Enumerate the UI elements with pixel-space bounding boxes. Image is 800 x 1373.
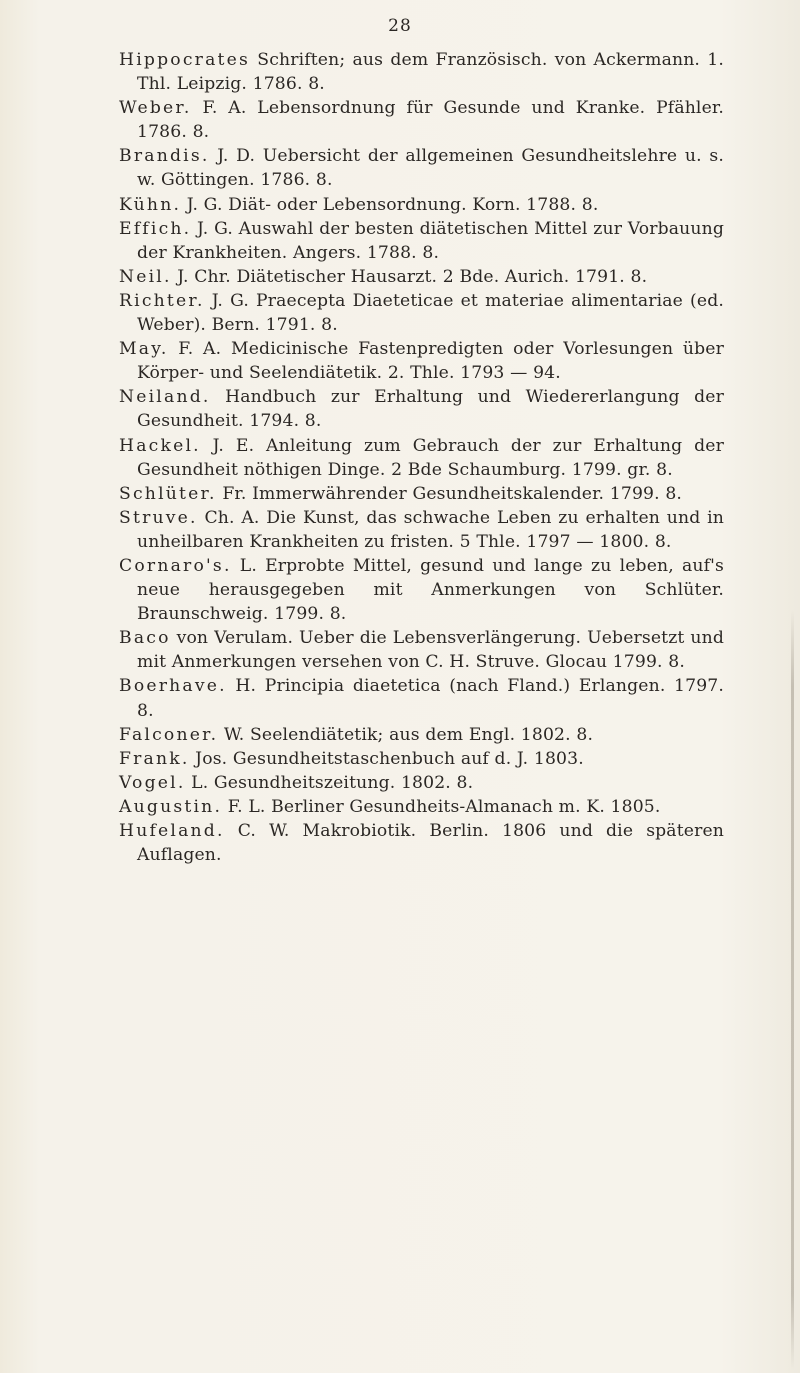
bibliography-entry bbox=[119, 771, 724, 795]
bibliography-entry bbox=[119, 144, 724, 192]
entry-text: J. D. Uebersicht der allgemeinen Gesundheitslehre u. s. w. Göttingen. 1786. 8. bbox=[137, 146, 724, 191]
bibliography-entry bbox=[119, 434, 724, 482]
entry-text: C. W. Makrobiotik. Berlin. 1806 und die späteren Auflagen. bbox=[137, 821, 724, 866]
entry-text: Fr. Immerwährender Gesundheitskalender. 1799. 8. bbox=[216, 483, 683, 504]
entry-text: J. E. Anleitung zum Gebrauch der zur Erhaltung der Gesundheit nöthigen Dinge. 2 Bde Schaumburg. 1799. gr. 8. bbox=[137, 435, 724, 480]
entry-text: F. L. Berliner Gesundheits-Almanach m. K. 1805. bbox=[222, 796, 661, 817]
entry-author: Hackel. bbox=[119, 435, 201, 456]
bibliography-entry bbox=[119, 217, 724, 265]
entry-text: H. Principia diaetetica (nach Fland.) Erlangen. 1797. 8. bbox=[137, 676, 724, 721]
entry-author: Cornaro's. bbox=[119, 555, 232, 576]
bibliography-entry bbox=[119, 289, 724, 337]
entry-text: Ch. A. Die Kunst, das schwache Leben zu erhalten und in unheilbaren Krankheiten zu fristen. 5 Thle. 1797 — 1800. 8. bbox=[137, 507, 724, 552]
entry-author: Augustin. bbox=[119, 796, 223, 817]
entry-text: F. A. Medicinische Fastenpredigten oder Vorlesungen über Körper- und Seelendiätetik. 2. Thle. 1793 — 94. bbox=[137, 339, 724, 384]
bibliography-entry bbox=[119, 48, 724, 96]
bibliography-entry bbox=[119, 506, 724, 554]
bibliography-list bbox=[119, 48, 724, 867]
bibliography-entry bbox=[119, 819, 724, 867]
entry-text: Handbuch zur Erhaltung und Wiedererlangung der Gesundheit. 1794. 8. bbox=[137, 387, 724, 432]
entry-author: Effich. bbox=[119, 218, 192, 239]
entry-text: J. Chr. Diätetischer Hausarzt. 2 Bde. Aurich. 1791. 8. bbox=[171, 266, 648, 287]
bibliography-entry bbox=[119, 385, 724, 433]
bibliography-entry bbox=[119, 747, 724, 771]
entry-text: Schriften; aus dem Französisch. von Ackermann. 1. Thl. Leipzig. 1786. 8. bbox=[137, 50, 724, 95]
entry-author: Falconer. bbox=[119, 724, 219, 745]
entry-author: Richter. bbox=[119, 290, 205, 311]
entry-text: F. A. Lebensordnung für Gesunde und Kranke. Pfähler. 1786. 8. bbox=[137, 98, 724, 143]
entry-author: Vogel. bbox=[119, 772, 186, 793]
bibliography-entry bbox=[119, 337, 724, 385]
bibliography-entry bbox=[119, 265, 724, 289]
entry-text: W. Seelendiätetik; aus dem Engl. 1802. 8. bbox=[218, 724, 594, 745]
page-number: 28 bbox=[388, 16, 412, 36]
entry-text: J. G. Auswahl der besten diätetischen Mittel zur Vorbauung der Krankheiten. Angers. 1788. 8. bbox=[137, 218, 724, 263]
bibliography-entry bbox=[119, 674, 724, 722]
bibliography-entry bbox=[119, 482, 724, 506]
entry-author: Kühn. bbox=[119, 194, 182, 215]
bibliography-entry bbox=[119, 554, 724, 626]
entry-author: Weber. bbox=[119, 98, 192, 119]
bibliography-entry bbox=[119, 795, 724, 819]
entry-author: Hippocrates bbox=[119, 50, 251, 70]
entry-author: Frank. bbox=[119, 748, 190, 769]
entry-text: J. G. Praecepta Diaeteticae et materiae alimentariae (ed. Weber). Bern. 1791. 8. bbox=[137, 290, 724, 336]
bibliography-entry bbox=[119, 96, 724, 144]
entry-author: Hufeland. bbox=[119, 821, 225, 841]
entry-author: Baco bbox=[119, 628, 171, 649]
bibliography-entry bbox=[119, 193, 724, 217]
entry-author: May. bbox=[119, 339, 169, 360]
entry-author: Neil. bbox=[119, 266, 172, 287]
entry-author: Brandis. bbox=[119, 146, 210, 167]
page-edge-shadow bbox=[791, 610, 794, 1370]
entry-author: Schlüter. bbox=[119, 483, 217, 504]
entry-author: Struve. bbox=[119, 507, 198, 528]
entry-text: Jos. Gesundheitstaschenbuch auf d. J. 1803. bbox=[189, 748, 584, 769]
bibliography-entry bbox=[119, 723, 724, 747]
entry-author: Boerhave. bbox=[119, 676, 227, 697]
entry-text: L. Gesundheitszeitung. 1802. 8. bbox=[185, 772, 474, 793]
entry-text: von Verulam. Ueber die Lebensverlängerung. Uebersetzt und mit Anmerkungen versehen von C. H. Struve. Glocau 1799. 8. bbox=[137, 628, 724, 673]
entry-text: J. G. Diät- oder Lebensordnung. Korn. 1788. 8. bbox=[181, 194, 599, 215]
bibliography-entry bbox=[119, 626, 724, 674]
entry-author: Neiland. bbox=[119, 387, 211, 408]
entry-text: L. Erprobte Mittel, gesund und lange zu leben, auf's neue herausgegeben mit Anmerkungen von Schlüter. Braunschweig. 1799. 8. bbox=[137, 555, 724, 625]
